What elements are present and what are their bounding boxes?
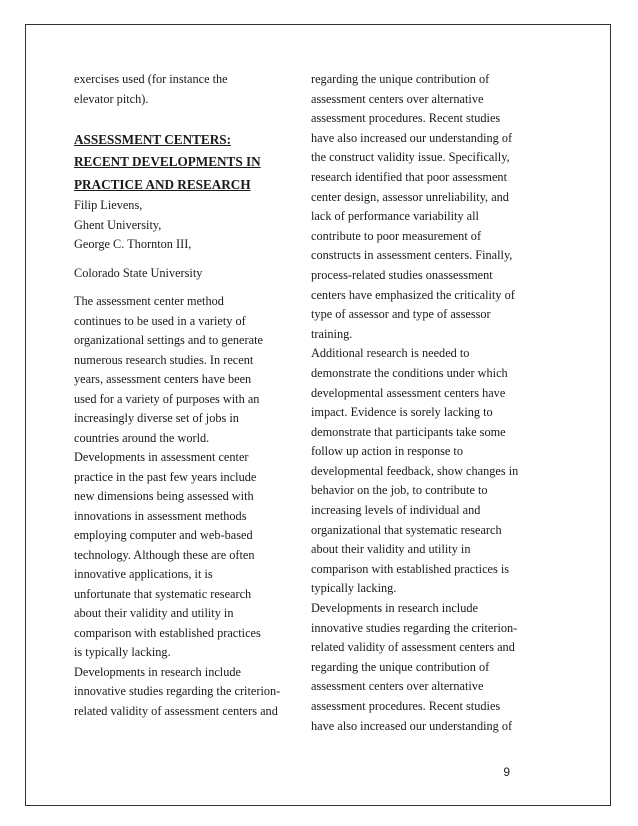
text-line: the construct validity issue. Specifically, xyxy=(311,150,510,165)
text-line: regarding the unique contribution of xyxy=(311,659,490,674)
text-line: practice in the past few years include xyxy=(74,469,257,484)
heading-line: PRACTICE AND RESEARCH xyxy=(74,176,251,192)
text-line: comparison with established practices is xyxy=(311,561,510,576)
text-line: assessment centers over alternative xyxy=(311,91,484,106)
text-line: constructs in assessment centers. Finally, xyxy=(311,248,513,263)
text-line: technology. Although these are often xyxy=(74,547,255,562)
text-line: unfortunate that systematic research xyxy=(74,586,252,601)
text-line: behavior on the job, to contribute to xyxy=(311,483,488,498)
text-line: countries around the world. xyxy=(74,430,210,445)
text-line: have also increased our understanding of xyxy=(311,718,513,733)
text-line: comparison with established practices xyxy=(74,625,261,640)
text-line: training. xyxy=(311,326,353,341)
text-line: follow up action in response to xyxy=(311,444,463,459)
text-line: increasingly diverse set of jobs in xyxy=(74,411,239,425)
text-line: innovative applications, it is xyxy=(74,567,213,581)
text-line: assessment centers over alternative xyxy=(311,679,484,694)
text-line: assessment procedures. Recent studies xyxy=(311,699,501,713)
heading-line: RECENT DEVELOPMENTS IN xyxy=(74,154,261,169)
text-line: continues to be used in a variety of xyxy=(74,313,246,328)
text-line: about their validity and utility in xyxy=(311,542,471,557)
text-line: elevator pitch). xyxy=(74,91,149,106)
section-heading xyxy=(74,129,292,197)
text-line: developmental feedback, show changes in xyxy=(311,463,519,478)
text-line: regarding the unique contribution of xyxy=(311,72,490,86)
body-text xyxy=(74,292,292,721)
text-line: organizational that systematic research xyxy=(311,522,502,537)
text-line: related validity of assessment centers and xyxy=(311,640,515,655)
text-line: innovative studies regarding the criterion- xyxy=(311,620,518,635)
text-line: new dimensions being assessed with xyxy=(74,489,254,503)
text-line: Additional research is needed to xyxy=(311,346,470,361)
intro-paragraph xyxy=(74,70,292,109)
text-line: years, assessment centers have been xyxy=(74,372,252,386)
author-line: Filip Lievens, xyxy=(74,198,143,212)
text-line: Developments in research include xyxy=(74,664,241,679)
text-line: about their validity and utility in xyxy=(74,606,234,620)
text-line: assessment procedures. Recent studies xyxy=(311,111,501,126)
text-line: process-related studies onassessment xyxy=(311,267,493,282)
text-line: impact. Evidence is sorely lacking to xyxy=(311,405,493,420)
right-column xyxy=(311,70,531,736)
page-number: 9 xyxy=(503,765,510,779)
left-column xyxy=(74,70,292,721)
affiliation: Colorado State University xyxy=(74,265,203,280)
text-line: contribute to poor measurement of xyxy=(311,228,482,243)
text-line: exercises used (for instance the xyxy=(74,72,228,86)
text-line: numerous research studies. In recent xyxy=(74,352,254,367)
text-line: type of assessor and type of assessor xyxy=(311,307,491,322)
text-line: related validity of assessment centers and xyxy=(74,703,278,718)
text-line: Developments in assessment center xyxy=(74,450,249,464)
text-line: research identified that poor assessment xyxy=(311,169,507,184)
text-line: innovations in assessment methods xyxy=(74,508,247,523)
text-line: The assessment center method xyxy=(74,294,224,308)
text-line: typically lacking. xyxy=(311,581,397,596)
text-line: demonstrate that participants take some xyxy=(311,424,506,439)
text-line: used for a variety of purposes with an xyxy=(74,391,260,406)
text-line: employing computer and web-based xyxy=(74,528,253,542)
text-line: developmental assessment centers have xyxy=(311,385,506,400)
text-line: demonstrate the conditions under which xyxy=(311,365,508,380)
text-line: is typically lacking. xyxy=(74,645,171,659)
authors xyxy=(74,196,292,255)
text-line: organizational settings and to generate xyxy=(74,333,263,347)
text-line: have also increased our understanding of xyxy=(311,130,513,145)
author-line: Ghent University, xyxy=(74,217,162,232)
heading-line: ASSESSMENT CENTERS: xyxy=(74,131,231,147)
text-line: centers have emphasized the criticality of xyxy=(311,287,515,302)
text-line: center design, assessor unreliability, and xyxy=(311,189,509,204)
text-line: increasing levels of individual and xyxy=(311,503,481,518)
text-line: lack of performance variability all xyxy=(311,209,479,224)
author-line: George C. Thornton III, xyxy=(74,237,192,251)
text-line: innovative studies regarding the criterion- xyxy=(74,684,281,698)
text-line: Developments in research include xyxy=(311,601,478,616)
